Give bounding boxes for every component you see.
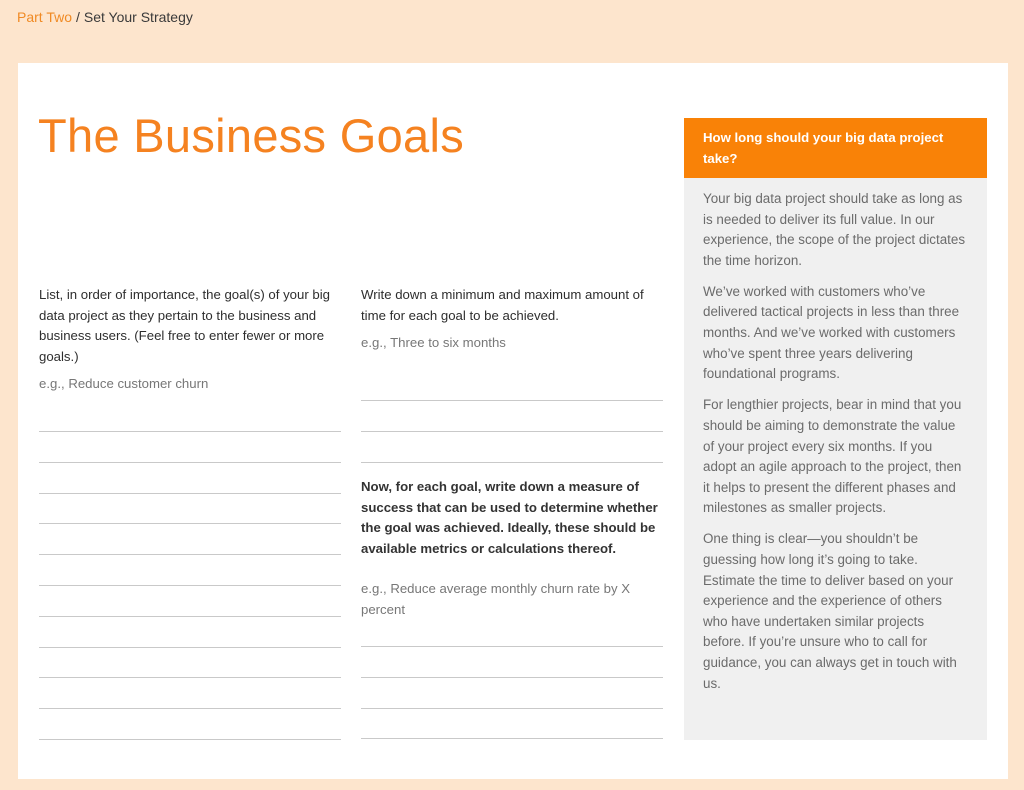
breadcrumb-separator: / — [76, 9, 80, 25]
sidebar-paragraph: One thing is clear—you shouldn’t be guessing how long it’s going to take. Estimate the time to deliver based on your experience and the experience of others who have undertaken similar projects before. If you’re unsure who to call for guidance, you can always get in touch with us. — [703, 531, 957, 691]
time-example: e.g., Three to six months — [361, 335, 506, 350]
answer-line[interactable] — [39, 585, 341, 586]
answer-line[interactable] — [39, 708, 341, 709]
page-title: The Business Goals — [38, 109, 464, 162]
sidebar-tip-box — [684, 118, 987, 740]
answer-line[interactable] — [39, 739, 341, 740]
answer-line[interactable] — [39, 431, 341, 432]
breadcrumb-current: Set Your Strategy — [83, 9, 193, 25]
goals-example: e.g., Reduce customer churn — [39, 376, 209, 391]
measure-prompt: Now, for each goal, write down a measure of success that can be used to determine whether the goal was achieved. Ideally, these should be available metrics or calculations thereof. — [361, 479, 658, 556]
answer-line[interactable] — [39, 677, 341, 678]
breadcrumb-link-part-two[interactable]: Part Two — [17, 9, 72, 25]
sidebar-heading: How long should your big data project take? — [684, 118, 987, 178]
sidebar-paragraph: For lengthier projects, bear in mind that you should be aiming to demonstrate the value of your project every six months. If you adopt an agile approach to the project, then it helps to present the different phases and milestones as smaller projects. — [703, 397, 962, 516]
answer-line[interactable] — [39, 554, 341, 555]
answer-line[interactable] — [361, 708, 663, 709]
answer-line[interactable] — [39, 523, 341, 524]
goals-prompt: List, in order of importance, the goal(s) of your big data project as they pertain to the business and business users. (Feel free to enter fewer or more goals.) — [39, 287, 331, 364]
answer-line[interactable] — [361, 462, 663, 463]
measure-example: e.g., Reduce average monthly churn rate by X percent — [361, 581, 631, 617]
answer-line[interactable] — [361, 738, 663, 739]
worksheet-card — [18, 63, 1008, 779]
answer-line[interactable] — [39, 493, 341, 494]
answer-line[interactable] — [39, 462, 341, 463]
answer-line[interactable] — [39, 616, 341, 617]
sidebar-body — [684, 178, 987, 694]
sidebar-paragraph: We’ve worked with customers who’ve delivered tactical projects in less than three months. And we’ve worked with customers who’ve spent three years delivering foundational programs. — [703, 283, 960, 382]
sidebar-paragraph: Your big data project should take as long as is needed to deliver its full value. In our experience, the scope of the project dictates the time horizon. — [703, 191, 966, 268]
breadcrumb — [17, 8, 193, 26]
time-prompt: Write down a minimum and maximum amount of time for each goal to be achieved. — [361, 287, 644, 323]
answer-line[interactable] — [361, 646, 663, 647]
answer-line[interactable] — [361, 431, 663, 432]
answer-line[interactable] — [39, 647, 341, 648]
answer-line[interactable] — [361, 400, 663, 401]
answer-line[interactable] — [361, 677, 663, 678]
